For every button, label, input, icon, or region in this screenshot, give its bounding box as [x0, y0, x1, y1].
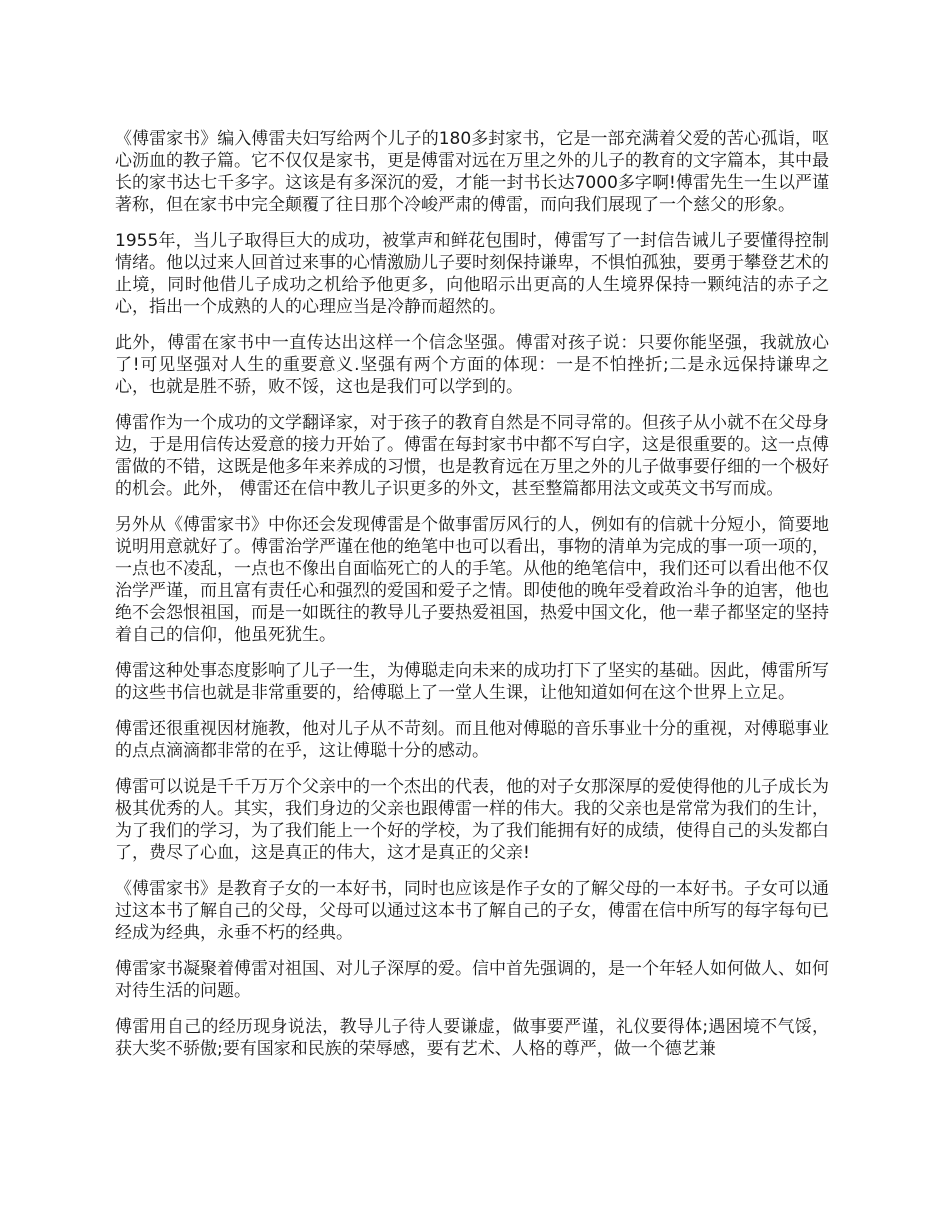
paragraph-8: 傅雷可以说是千千万万个父亲中的一个杰出的代表，他的对子女那深厚的爱使得他的儿子成长为极其优秀的人。其实，我们身边的父亲也跟傅雷一样的伟大。我的父亲也是常常为我们的生计，为了我们的学习，为了我们能上一个好的学校，为了我们能拥有好的成绩，使得自己的头发都白了，费尽了心血，这是真正的伟大，这才是真正的父亲! — [115, 777, 829, 863]
paragraph-5: 另外从《傅雷家书》中你还会发现傅雷是个做事雷厉风行的人，例如有的信就十分短小，简要地说明用意就好了。傅雷治学严谨在他的绝笔中也可以看出，事物的清单为完成的事一项一项的，一点也不凌乱，一点也不像出自面临死亡的人的手笔。从他的绝笔信中，我们还可以看出他不仅治学严谨，而且富有责任心和强烈的爱国和爱子之情。即使他的晚年受着政治斗争的迫害，他也绝不会怨恨祖国，而是一如既往的教导儿子要热爱祖国，热爱中国文化，他一辈子都坚定的坚持着自己的信仰，他虽死犹生。 — [115, 515, 829, 645]
paragraph-1: 《傅雷家书》编入傅雷夫妇写给两个儿子的180多封家书，它是一部充满着父爱的苦心孤诣，呕心沥血的教子篇。它不仅仅是家书，更是傅雷对远在万里之外的儿子的教育的文字篇本，其中最长的家书达七千多字。这该是有多深沉的爱，才能一封书长达7000多字啊!傅雷先生一生以严谨著称，但在家书中完全颠覆了往日那个冷峻严肃的傅雷，而向我们展现了一个慈父的形象。 — [115, 129, 829, 215]
paragraph-3: 此外，傅雷在家书中一直传达出这样一个信念坚强。傅雷对孩子说：只要你能坚强，我就放心了!可见坚强对人生的重要意义.坚强有两个方面的体现：一是不怕挫折;二是永远保持谦卑之心，也就是胜不骄，败不馁，这也是我们可以学到的。 — [115, 333, 829, 397]
paragraph-7: 傅雷还很重视因材施教，他对儿子从不苛刻。而且他对傅聪的音乐事业十分的重视，对傅聪事业的点点滴滴都非常的在乎，这让傅聪十分的感动。 — [115, 719, 829, 761]
document-body — [115, 128, 829, 1074]
paragraph-6: 傅雷这种处事态度影响了儿子一生，为傅聪走向未来的成功打下了坚实的基础。因此，傅雷所写的这些书信也就是非常重要的，给傅聪上了一堂人生课，让他知道如何在这个世界上立足。 — [115, 661, 829, 703]
paragraph-4: 傅雷作为一个成功的文学翻译家，对于孩子的教育自然是不同寻常的。但孩子从小就不在父母身边，于是用信传达爱意的接力开始了。傅雷在每封家书中都不写白字，这是很重要的。这一点傅雷做的不错，这既是他多年来养成的习惯，也是教育远在万里之外的儿子做事要仔细的一个极好的机会。此外， 傅雷还在信中教儿子识更多的外文，甚至整篇都用法文或英文书写而成。 — [115, 413, 829, 499]
paragraph-11: 傅雷用自己的经历现身说法，教导儿子待人要谦虚，做事要严谨，礼仪要得体;遇困境不气馁，获大奖不骄傲;要有国家和民族的荣辱感，要有艺术、人格的尊严，做一个德艺兼 — [115, 1017, 829, 1059]
paragraph-9: 《傅雷家书》是教育子女的一本好书，同时也应该是作子女的了解父母的一本好书。子女可以通过这本书了解自己的父母，父母可以通过这本书了解自己的子女，傅雷在信中所写的每字每句已经成为经典，永垂不朽的经典。 — [115, 879, 829, 943]
paragraph-2: 1955年，当儿子取得巨大的成功，被掌声和鲜花包围时，傅雷写了一封信告诫儿子要懂得控制情绪。他以过来人回首过来事的心情激励儿子要时刻保持谦卑，不惧怕孤独，要勇于攀登艺术的止境，同时他借儿子成功之机给予他更多，向他昭示出更高的人生境界保持一颗纯洁的赤子之心，指出一个成熟的人的心理应当是冷静而超然的。 — [115, 231, 829, 317]
paragraph-10: 傅雷家书凝聚着傅雷对祖国、对儿子深厚的爱。信中首先强调的，是一个年轻人如何做人、如何对待生活的问题。 — [115, 959, 829, 1001]
